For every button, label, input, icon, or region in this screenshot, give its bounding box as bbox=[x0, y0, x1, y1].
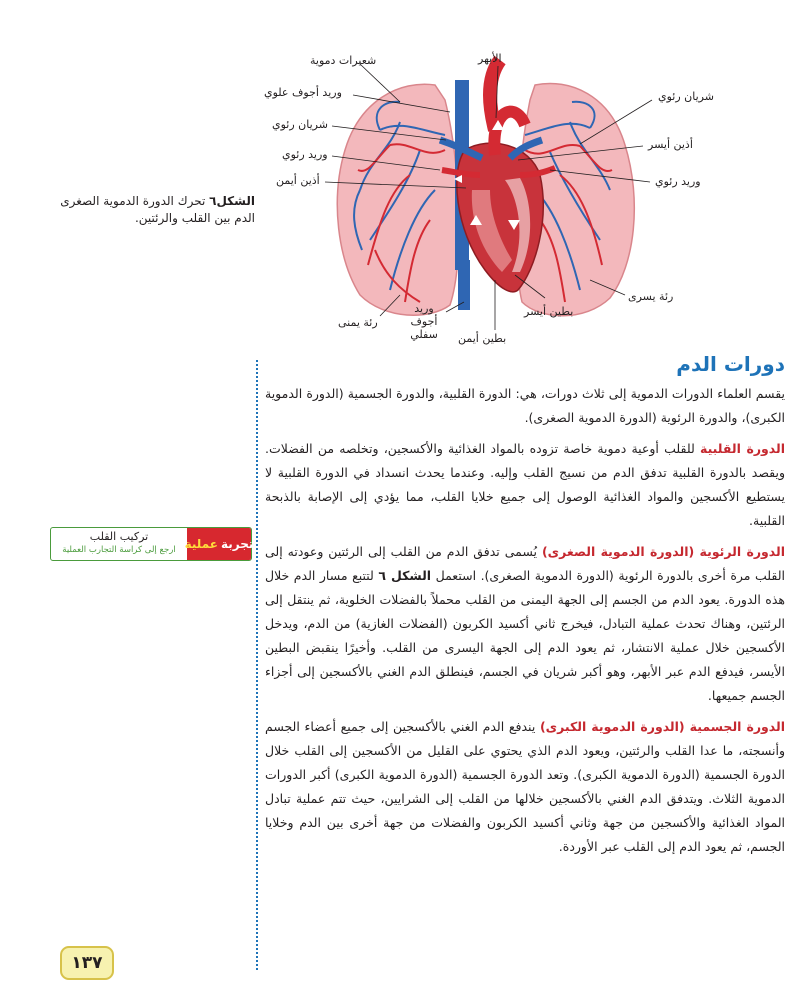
label-pulmonary-vein-right: وريد رئوي bbox=[655, 175, 701, 188]
figure-caption bbox=[55, 193, 255, 227]
label-left-atrium: أذين أيسر bbox=[648, 138, 693, 151]
label-left-ventricle: بطين أيسر bbox=[524, 305, 574, 318]
lab-badge-word1: تجربة bbox=[220, 537, 254, 551]
pulmonary-paragraph bbox=[265, 540, 785, 708]
lab-title: تركيب القلب bbox=[89, 530, 149, 543]
label-capillaries: شعيرات دموية bbox=[310, 54, 377, 67]
section-title: دورات الدم bbox=[676, 352, 785, 376]
main-content bbox=[265, 352, 785, 866]
figure-caption-text: تحرك الدورة الدموية الصغرى الدم بين القلب والرئتين. bbox=[60, 194, 255, 225]
label-aorta: الأبهر bbox=[478, 52, 502, 65]
pulmonary-figure-ref: الشكل ٦ bbox=[378, 568, 432, 583]
lab-badge-word2: عملية bbox=[184, 537, 218, 551]
label-pulmonary-artery-right: شريان رئوي bbox=[272, 118, 328, 131]
label-right-lung: رئة يمنى bbox=[338, 316, 378, 329]
coronary-paragraph bbox=[265, 437, 785, 533]
systemic-paragraph bbox=[265, 715, 785, 859]
label-left-lung: رئة يسرى bbox=[628, 290, 674, 303]
lab-badge bbox=[184, 528, 254, 560]
pulmonary-text-2: لتتبع مسار الدم خلال هذه الدورة. يعود الدم من الجسم إلى الجهة اليمنى من القلب محملاً بالفضلات الخلوية، ثم ينتقل إلى الرئتين، وهناك تحدث عملية التبادل، فيخرج ثاني أكسيد الكربون (الفضلات الغازية) من الدم، ويدخل الأكسجين خلال عملية الانتشار، ثم يعود الدم إلى الجهة اليسرى من القلب. وأخيرًا ينقبض البطين الأيسر، فيدفع الدم عبر الأبهر، وهو أكبر شريان في الجسم، فينطلق الدم الغني بالأكسجين إلى أجزاء الجسم جميعها. bbox=[265, 568, 785, 703]
pulmonary-text-1: يُسمى تدفق الدم من القلب إلى الرئتين وعودته إلى القلب مرة أخرى بالدورة الرئوية (الدورة الدموية الصغرى). استعمل bbox=[265, 544, 786, 583]
pulmonary-term: الدورة الرئوية (الدورة الدموية الصغرى) bbox=[541, 544, 785, 559]
label-right-atrium: أذين أيمن bbox=[276, 174, 320, 187]
figure-caption-label: الشكل٦ bbox=[209, 194, 255, 208]
label-pulmonary-vein-left: وريد رئوي bbox=[282, 148, 328, 161]
systemic-term: الدورة الجسمية (الدورة الدموية الكبرى) bbox=[539, 719, 785, 734]
page-number: ١٣٧ bbox=[60, 946, 114, 980]
coronary-term: الدورة القلبية bbox=[700, 441, 785, 456]
lab-activity-box bbox=[50, 527, 252, 561]
lab-subtitle: ارجع إلى كراسة التجارب العملية bbox=[62, 545, 176, 555]
label-right-ventricle: بطين أيمن bbox=[458, 332, 507, 345]
label-superior-vena-cava: وريد أجوف علوي bbox=[264, 86, 342, 99]
label-pulmonary-artery-left: شريان رئوي bbox=[658, 90, 714, 103]
intro-paragraph: يقسم العلماء الدورات الدموية إلى ثلاث دورات، هي: الدورة القلبية، والدورة الجسمية (الدورة الدموية الكبرى)، والدورة الرئوية (الدورة الدموية الصغرى). bbox=[265, 386, 785, 425]
column-divider bbox=[256, 360, 258, 970]
lungs-heart-figure bbox=[250, 40, 730, 360]
coronary-text: للقلب أوعية دموية خاصة تزوده بالمواد الغذائية والأكسجين، وتخلصه من الفضلات. ويقصد بالدورة القلبية تدفق الدم من نسيج القلب وإليه. وعندما يحدث انسداد في الدورة القلبية لا يستطيع الأكسجين والمواد الغذائية الوصول إلى جميع خلايا القلب، مما يؤدي إلى الإصابة بالذبحة القلبية. bbox=[265, 441, 785, 528]
label-inferior-vena-cava: وريد أجوف سفلي bbox=[410, 302, 438, 341]
systemic-text: يندفع الدم الغني بالأكسجين إلى جميع أعضاء الجسم وأنسجته، ما عدا القلب والرئتين، ويعود الدم الذي يحتوي على القليل من الأكسجين إلى القلب خلال الدورة الجسمية (الدورة الدموية الكبرى). وتعد الدورة الجسمية (الدورة الدموية الكبرى) أكبر الدورات الدموية الثلاث. ويتدفق الدم الغني بالأكسجين خلالها من القلب إلى الشرايين، حيث تتم عملية تبادل المواد الغذائية والأكسجين من جهة وثاني أكسيد الكربون والفضلات من جهة أخرى بين الدم وخلايا الجسم، ثم يعود الدم إلى القلب عبر الأوردة. bbox=[265, 719, 785, 854]
lab-text bbox=[51, 528, 187, 560]
